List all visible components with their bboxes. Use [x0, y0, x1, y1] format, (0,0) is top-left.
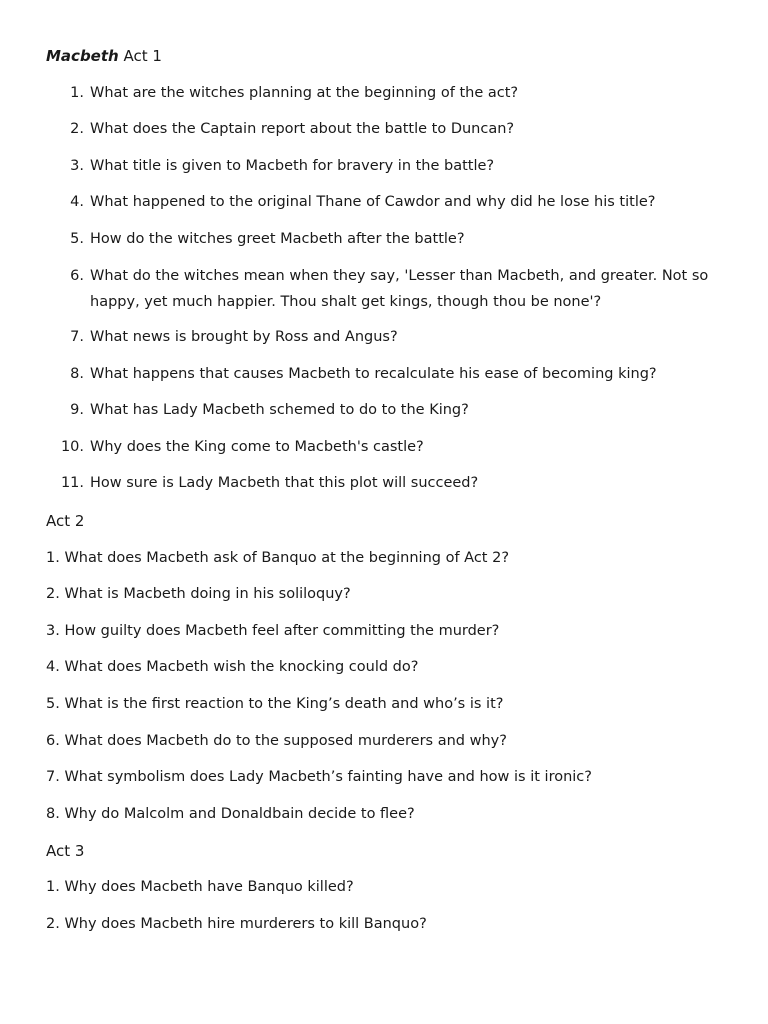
question-text: How do the witches greet Macbeth after the battle?	[90, 231, 465, 247]
act3-question-1: 1. Why does Macbeth have Banquo killed?	[46, 879, 354, 895]
question-number: 4.	[70, 194, 84, 210]
question-text: What are the witches planning at the beginning of the act?	[90, 85, 519, 101]
question-number: 2.	[70, 121, 84, 137]
question-number: 3.	[70, 158, 84, 174]
question-text: What news is brought by Ross and Angus?	[90, 329, 398, 345]
question-number: 11.	[60, 475, 84, 491]
question-text: How sure is Lady Macbeth that this plot will succeed?	[90, 475, 479, 491]
question-text: What do the witches mean when they say, 'Lesser than Macbeth, and greater. Not so happy, yet much happier. Thou shalt get kings, though thou be none'?	[90, 268, 709, 310]
question-text: What happens that causes Macbeth to recalculate his ease of becoming king?	[90, 366, 657, 382]
act2-question-4: 4. What does Macbeth wish the knocking could do?	[46, 659, 419, 675]
question-text: What does the Captain report about the battle to Duncan?	[90, 121, 515, 137]
act1-heading	[46, 46, 162, 66]
act2-question-5: 5. What is the first reaction to the King’s death and who’s is it?	[46, 696, 504, 712]
act3-heading: Act 3	[46, 842, 85, 860]
question-text: What happened to the original Thane of Cawdor and why did he lose his title?	[90, 194, 656, 210]
question-text: Why does the King come to Macbeth's castle?	[90, 439, 424, 455]
question-number: 8.	[70, 366, 84, 382]
question-number: 7.	[70, 329, 84, 345]
act2-question-7: 7. What symbolism does Lady Macbeth’s fainting have and how is it ironic?	[46, 769, 592, 785]
question-number: 10.	[60, 439, 84, 455]
play-title: Macbeth	[46, 47, 119, 65]
act1-label: Act 1	[118, 47, 162, 65]
question-number: 5.	[70, 231, 84, 247]
act2-question-6: 6. What does Macbeth do to the supposed murderers and why?	[46, 733, 507, 749]
question-text: What has Lady Macbeth schemed to do to the King?	[90, 402, 469, 418]
act2-question-3: 3. How guilty does Macbeth feel after committing the murder?	[46, 623, 500, 639]
act3-question-2: 2. Why does Macbeth hire murderers to kill Banquo?	[46, 916, 427, 932]
act2-question-8: 8. Why do Malcolm and Donaldbain decide to flee?	[46, 806, 415, 822]
act2-heading: Act 2	[46, 512, 85, 530]
question-number: 9.	[70, 402, 84, 418]
question-text: What title is given to Macbeth for bravery in the battle?	[90, 158, 495, 174]
question-number: 1.	[70, 85, 84, 101]
question-number: 6.	[70, 268, 84, 284]
act2-question-1: 1. What does Macbeth ask of Banquo at the beginning of Act 2?	[46, 550, 510, 566]
act2-question-2: 2. What is Macbeth doing in his soliloquy?	[46, 586, 351, 602]
